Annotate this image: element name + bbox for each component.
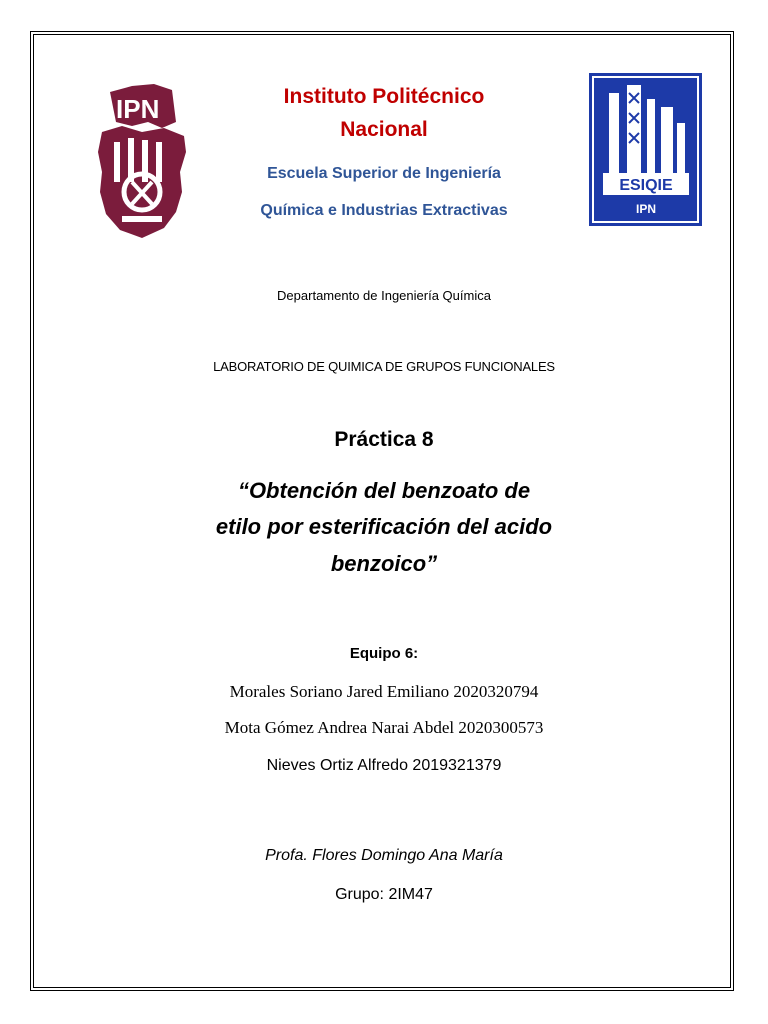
practice-title-line2: etilo por esterificación del acido — [215, 514, 553, 539]
practice-title-line3: benzoico” — [330, 551, 438, 576]
department-name: Departamento de Ingeniería Química — [277, 288, 491, 303]
team-label: Equipo 6: — [349, 645, 419, 662]
esiqie-text: ESIQIE — [619, 177, 673, 194]
school-name-line1: Escuela Superior de Ingeniería — [267, 165, 501, 182]
team-member: Morales Soriano Jared Emiliano 2020320794 — [229, 682, 539, 701]
practice-title-line1: “Obtención del benzoato de — [237, 478, 531, 503]
practice-number: Práctica 8 — [334, 428, 434, 451]
ipn-seal-text: IPN — [116, 94, 160, 124]
group-label: Grupo: 2IM47 — [335, 886, 433, 903]
laboratory-name: LABORATORIO DE QUIMICA DE GRUPOS FUNCIONALES — [213, 359, 555, 374]
esiqie-ipn-text: IPN — [635, 202, 657, 216]
institution-name-line1: Instituto Politécnico — [283, 85, 485, 108]
team-member: Mota Gómez Andrea Narai Abdel 2020300573 — [224, 718, 544, 737]
school-name-line2: Química e Industrias Extractivas — [260, 202, 508, 219]
professor-name: Profa. Flores Domingo Ana María — [265, 847, 503, 864]
institution-name-line2: Nacional — [340, 118, 428, 141]
team-member: Nieves Ortiz Alfredo 2019321379 — [266, 757, 502, 774]
